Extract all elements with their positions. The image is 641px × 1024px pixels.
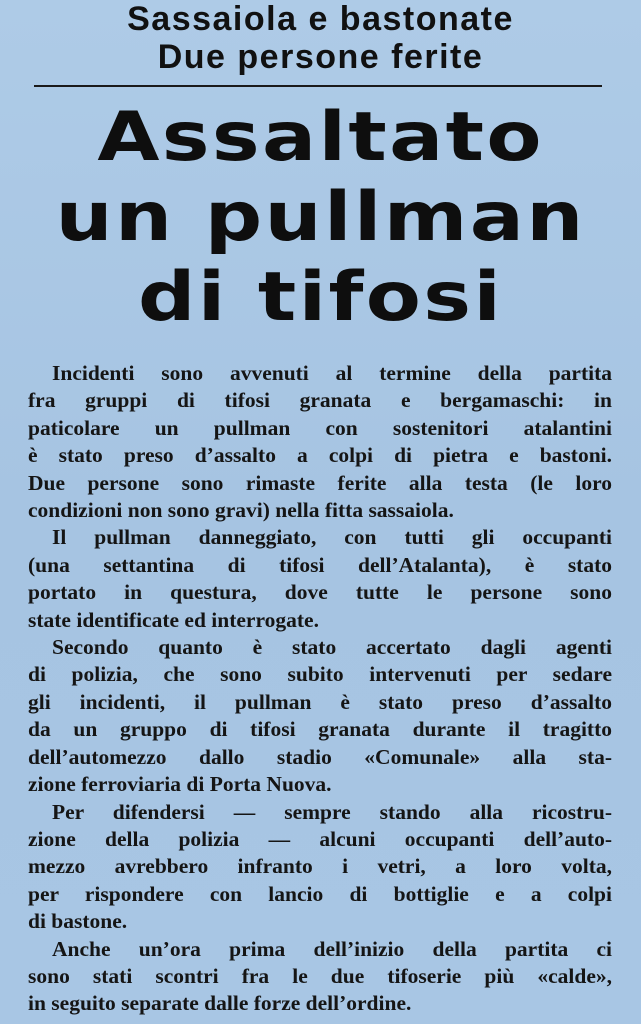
text-line: Anche un’ora prima dell’inizio della partita ci bbox=[52, 936, 612, 961]
text-line: Secondo quanto è stato accertato dagli agenti bbox=[52, 635, 612, 660]
paragraph-1 bbox=[28, 360, 612, 524]
text-line: sono stati scontri fra le due tifoserie più «calde», bbox=[28, 963, 612, 988]
text-line: Incidenti sono avvenuti al termine della partita bbox=[52, 361, 612, 385]
text-line: zione ferroviaria di Porta Nuova. bbox=[28, 772, 332, 797]
text-line: da un gruppo di tifosi granata durante il tragitto bbox=[28, 717, 612, 742]
text-line: per rispondere con lancio di bottiglie e a colpi bbox=[28, 881, 612, 906]
text-line: fra gruppi di tifosi granata e bergamaschi: in bbox=[28, 388, 612, 413]
kicker-line-1: Sassaiola e bastonate bbox=[127, 0, 514, 38]
headline-divider bbox=[34, 85, 602, 87]
text-line: Due persone sono rimaste ferite alla testa (le loro bbox=[28, 470, 612, 495]
headline-line-2: un pullman bbox=[55, 178, 586, 257]
text-line: state identificate ed interrogate. bbox=[28, 607, 319, 632]
text-line: è stato preso d’assalto a colpi di pietra e bastoni. bbox=[28, 443, 612, 468]
paragraph-3 bbox=[28, 634, 612, 798]
paragraph-5 bbox=[28, 936, 612, 1018]
text-line: mezzo avrebbero infranto i vetri, a loro volta, bbox=[28, 854, 612, 879]
text-line: (una settantina di tifosi dell’Atalanta), è stato bbox=[28, 552, 612, 577]
text-line: di bastone. bbox=[28, 909, 128, 934]
paragraph-4 bbox=[28, 799, 612, 936]
article-body bbox=[28, 360, 612, 1018]
kicker-line-2: Due persone ferite bbox=[157, 38, 484, 76]
text-line: condizioni non sono gravi) nella fitta sassaiola. bbox=[28, 498, 454, 523]
text-line: Il pullman danneggiato, con tutti gli occupanti bbox=[52, 525, 612, 550]
article-kicker bbox=[0, 0, 641, 76]
text-line: Per difendersi — sempre stando alla ricostru- bbox=[52, 799, 612, 824]
text-line: paticolare un pullman con sostenitori atalantini bbox=[28, 415, 612, 440]
text-line: dell’automezzo dallo stadio «Comunale» alla sta- bbox=[28, 744, 612, 769]
article-headline bbox=[0, 98, 641, 338]
text-line: zione della polizia — alcuni occupanti dell’auto- bbox=[28, 826, 612, 851]
headline-line-3: di tifosi bbox=[137, 258, 504, 337]
headline-line-1: Assaltato bbox=[97, 98, 544, 177]
paragraph-2 bbox=[28, 524, 612, 634]
text-line: di polizia, che sono subito intervenuti per sedare bbox=[28, 662, 612, 687]
text-line: in seguito separate dalle forze dell’ordine. bbox=[28, 991, 412, 1016]
text-line: portato in questura, dove tutte le persone sono bbox=[28, 580, 612, 605]
text-line: gli incidenti, il pullman è stato preso d’assalto bbox=[28, 689, 612, 714]
